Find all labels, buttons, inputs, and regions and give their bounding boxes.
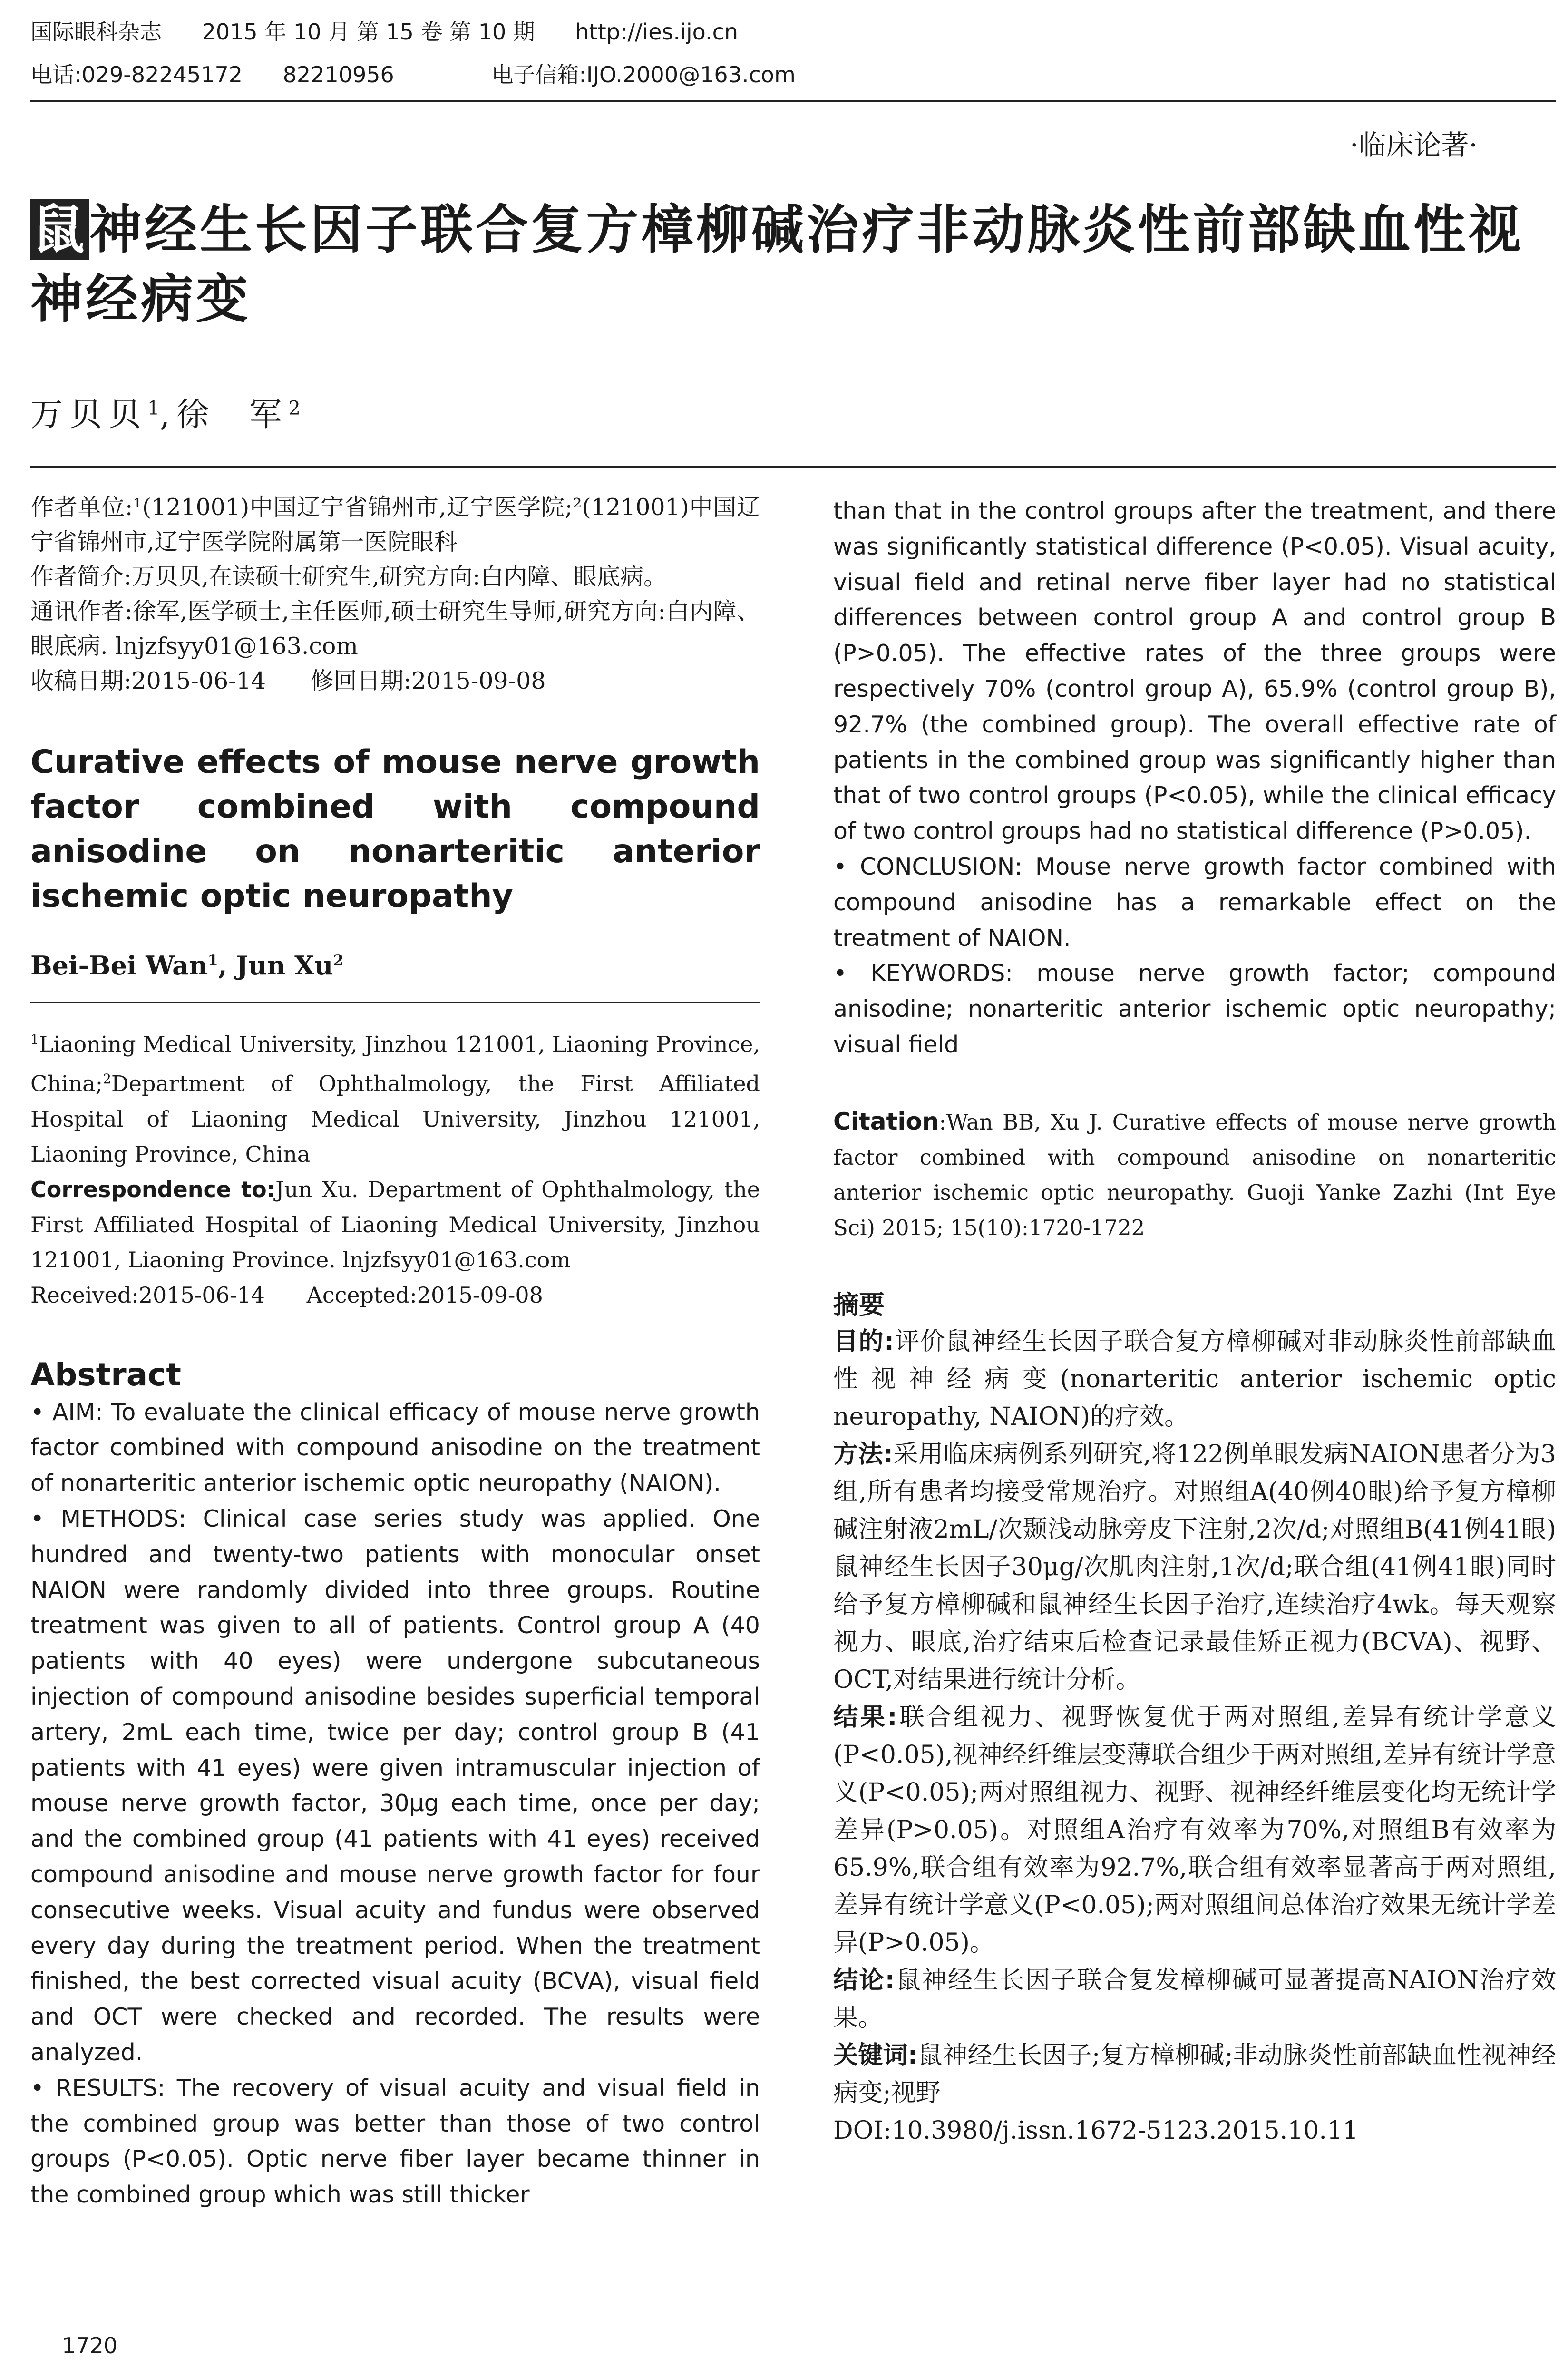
abstract-cn-heading: 摘要 [833,1289,885,1320]
correspondence-en [30,1172,760,1277]
authors-rule [30,466,1556,468]
journal-url[interactable]: http://ies.ijo.cn [575,19,739,45]
abstract-cn-methods [833,1436,1556,1699]
author-1-sup: 1 [147,397,160,419]
affil-1: Liaoning Medical University, Jinzhou 121001, Liaoning Province, China; [30,1031,760,1097]
email[interactable]: 电子信箱:IJO.2000@163.com [491,62,796,88]
aim-text-cn: 评价鼠神经生长因子联合复方樟柳碱对非动脉炎性前部缺血性视神经病变(nonarteritic anterior ischemic optic neuropathy, NAION)的疗效。 [833,1327,1556,1431]
abstract-results-start: • RESULTS: The recovery of visual acuity and visual field in the combined group was better than those of two control groups (P<0.05). Optic nerve fiber layer became thinner in the combined group which was still thicker [30,2074,760,2209]
abstract-results-cont: than that in the control groups after the treatment, and there was significantly statistical difference (P<0.05). Visual acuity, visual field and retinal nerve fiber layer had no statistical differences between control group A and control group B (P>0.05). The effective rates of the three groups were respectively 70% (control group A), 65.9% (control group B), 92.7% (the combined group). The overall effective rate of patients in the combined group was significantly higher than that of two control groups (P<0.05), while the clinical efficacy of two control groups had no statistical difference (P>0.05). [833,497,1556,845]
abstract-keywords: • KEYWORDS: mouse nerve growth factor; compound anisodine; nonarteritic anterior ischemic optic neuropathy; visual field [833,960,1556,1058]
dates-cn: 收稿日期:2015-06-14 修回日期:2015-09-08 [30,667,546,694]
abstract-cn-aim [833,1323,1556,1436]
author-unit: 作者单位:¹(121001)中国辽宁省锦州市,辽宁医学院;²(121001)中国辽宁省锦州市,辽宁医学院附属第一医院眼科 [30,494,760,555]
article-title-cn [30,195,1556,334]
article-title-en: Curative effects of mouse nerve growth factor combined with compound anisodine on nonarteritic anterior ischemic optic neuropathy [30,743,760,915]
methods-label-cn: 方法: [833,1440,893,1469]
author-2-sup: 2 [288,397,301,419]
abstract-cn-keywords [833,2037,1556,2112]
author-2-en-sup: 2 [333,951,344,969]
right-column [833,494,1556,2150]
phone-2: 82210956 [282,62,394,88]
correspondence-label: Correspondence to: [30,1176,276,1202]
author-1-en-sup: 1 [207,951,218,969]
left-column [30,490,760,2213]
dates-en: Received:2015-06-14 Accepted:2015-09-08 [30,1282,543,1308]
correspondence-text: Jun Xu. Department of Ophthalmology, the First Affiliated Hospital of Liaoning Medical University, Jinzhou 121001, Liaoning Province. lnjzfsyy01@163.com [30,1176,760,1273]
author-1-cn: 万贝贝 [30,396,148,434]
abstract-methods: • METHODS: Clinical case series study was applied. One hundred and twenty-two patients with monocular onset NAION were randomly divided into three groups. Routine treatment was given to all of patients. Control group A (40 patients with 40 eyes) were undergone subcutaneous injection of compound anisodine besides superficial temporal artery, 2mL each time, twice per day; control group B (41 patients with 41 eyes) were given intramuscular injection of mouse nerve growth factor, 30μg each time, once per day; and the combined group (41 patients with 41 eyes) received compound anisodine and mouse nerve growth factor for four consecutive weeks. Visual acuity and fundus were observed every day during the treatment period. When the treatment finished, the best corrected visual acuity (BCVA), visual field and OCT were checked and recorded. The results were analyzed. [30,1505,760,2066]
author-2-cn: 徐 军 [176,396,289,434]
conclusion-label-cn: 结论: [833,1966,895,1995]
authors-en [30,950,760,981]
issue-info: 2015 年 10 月 第 15 卷 第 10 期 [202,19,535,45]
keywords-text-cn: 鼠神经生长因子;复方樟柳碱;非动脉炎性前部缺血性视神经病变;视野 [833,2041,1557,2107]
results-label-cn: 结果: [833,1703,897,1732]
author-2-en: Jun Xu [236,950,333,981]
abstract-conclusion: • CONCLUSION: Mouse nerve growth factor combined with compound anisodine has a remarkable effect on the treatment of NAION. [833,853,1556,952]
affiliations-en [30,1022,760,1313]
journal-name: 国际眼科杂志 [30,19,162,45]
affil-2: Department of Ophthalmology, the First Affiliated Hospital of Liaoning Medical University, Jinzhou 121001, Liaoning Province, China [30,1071,760,1167]
methods-text-cn: 采用临床病例系列研究,将122例单眼发病NAION患者分为3组,所有患者均接受常规治疗。对照组A(40例40眼)给予复方樟柳碱注射液2mL/次颞浅动脉旁皮下注射,2次/d;对照组B(41例41眼)鼠神经生长因子30μg/次肌肉注射,1次/d;联合组(41例41眼)同时给予复方樟柳碱和鼠神经生长因子治疗,连续治疗4wk。每天观察视力、眼底,治疗结束后检查记录最佳矫正视力(BCVA)、视野、OCT,对结果进行统计分析。 [833,1440,1556,1694]
citation-text: :Wan BB, Xu J. Curative effects of mouse nerve growth factor combined with compound anisodine on nonarteritic anterior ischemic optic neuropathy. Guoji Yanke Zazhi (Int Eye Sci) 2015; 15(10):1720-1722 [833,1109,1556,1240]
title-first-char: 鼠 [30,199,89,260]
title-rest: 神经生长因子联合复方樟柳碱治疗非动脉炎性前部缺血性视神经病变 [30,199,1524,330]
citation-label: Citation [833,1107,939,1135]
abstract-cn-results [833,1699,1556,1962]
header-rule [30,100,1556,102]
running-header-line-1 [30,18,771,46]
author-info-cn [30,490,760,698]
authors-cn [30,389,301,435]
abstract-cn [833,1323,1556,2150]
author-intro: 作者简介:万贝贝,在读硕士研究生,研究方向:白内障、眼底病。 [30,563,667,590]
phone: 电话:029-82245172 [30,62,243,88]
abstract-heading: Abstract [30,1356,181,1393]
author-en-sep: , [218,950,236,981]
section-label: ·临床论著· [1350,129,1478,161]
conclusion-text-cn: 鼠神经生长因子联合复发樟柳碱可显著提高NAION治疗效果。 [833,1966,1556,2032]
abstract-aim: • AIM: To evaluate the clinical efficacy of mouse nerve growth factor combined with compound anisodine on the treatment of nonarteritic anterior ischemic optic neuropathy (NAION). [30,1398,760,1497]
affil-rule [30,1002,760,1003]
page-number: 1720 [62,2333,118,2358]
citation [833,1104,1556,1246]
affiliation-text [30,1022,760,1172]
author-sep: , [159,396,177,434]
author-1-en: Bei-Bei Wan [30,950,208,981]
aim-label-cn: 目的: [833,1327,894,1356]
abstract-en-left [30,1395,760,2213]
abstract-en-right [833,494,1556,1063]
doi[interactable]: DOI:10.3980/j.issn.1672-5123.2015.10.11 [833,2116,1359,2145]
keywords-label-cn: 关键词: [833,2041,918,2070]
affil-sup-2: 2 [103,1071,111,1087]
abstract-cn-conclusion [833,1962,1556,2037]
running-header-line-2 [30,61,829,88]
affil-sup-1: 1 [30,1032,39,1047]
results-text-cn: 联合组视力、视野恢复优于两对照组,差异有统计学意义(P<0.05),视神经纤维层变薄联合组少于两对照组,差异有统计学意义(P<0.05);两对照组视力、视野、视神经纤维层变化均无统计学差异(P>0.05)。对照组A治疗有效率为70%,对照组B有效率为65.9%,联合组有效率为92.7%,联合组有效率显著高于两对照组,差异有统计学意义(P<0.05);两对照组间总体治疗效果无统计学差异(P>0.05)。 [833,1703,1557,1957]
corresponding-author-cn: 通讯作者:徐军,医学硕士,主任医师,硕士研究生导师,研究方向:白内障、眼底病. lnjzfsyy01@163.com [30,598,760,660]
